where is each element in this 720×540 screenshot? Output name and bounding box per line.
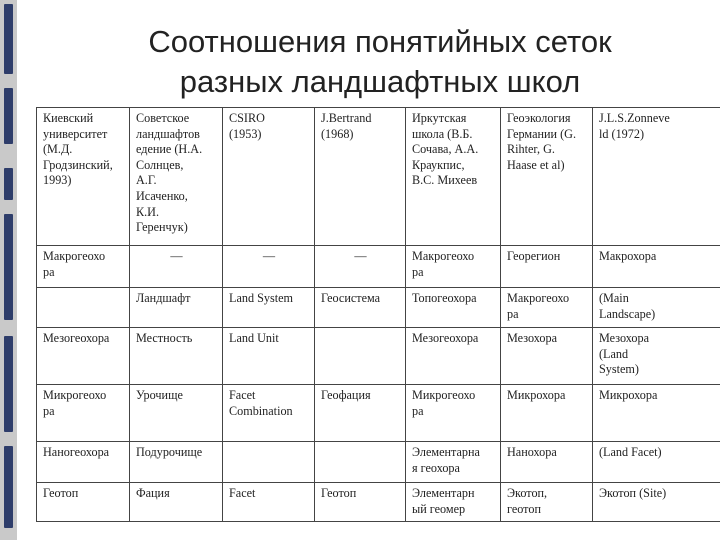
table-cell: Микрохора [501,385,593,442]
table-cell: Микрогеохо ра [406,385,501,442]
table-cell: Подурочище [130,442,223,483]
table-cell: Facet [223,483,315,522]
table-cell: Макрогеохо ра [37,246,130,288]
header-cell: Киевский университет (М.Д. Гродзинский, 1993) [37,108,130,246]
table-row [37,328,720,385]
table-cell: Макрогеохо ра [406,246,501,288]
table-cell: Топогеохора [406,288,501,328]
table-cell: Геофация [315,385,406,442]
table-cell: Land System [223,288,315,328]
table-cell: Георегион [501,246,593,288]
table-cell: Мезогеохора [37,328,130,385]
table-cell: (Main Landscape) [593,288,720,328]
header-cell: CSIRO (1953) [223,108,315,246]
comparison-table [36,107,720,522]
title-line-1: Соотношения понятийных сеток [148,24,612,59]
table-row [37,442,720,483]
bar-tab [4,214,13,320]
table-row [37,385,720,442]
table-row [37,288,720,328]
table-cell: Местность [130,328,223,385]
table-cell: Мезохора [501,328,593,385]
title-line-2: разных ландшафтных школ [179,64,581,99]
table-cell: Микрогеохо ра [37,385,130,442]
table-cell: Геосистема [315,288,406,328]
header-cell: Иркутская школа (В.Б. Сочава, А.А. Краукпис, В.С. Михеев [406,108,501,246]
header-cell: J.L.S.Zonneve ld (1972) [593,108,720,246]
table-cell: Фация [130,483,223,522]
table-cell: Экотоп, геотоп [501,483,593,522]
header-cell: J.Bertrand (1968) [315,108,406,246]
table-cell: — [223,246,315,288]
table-cell: Мезогеохора [406,328,501,385]
table-cell [223,442,315,483]
table-cell: Ландшафт [130,288,223,328]
table-cell: Элементарна я геохора [406,442,501,483]
header-cell: Советское ландшафтов едение (Н.А. Солнцев, А.Г. Исаченко, К.И. Геренчук) [130,108,223,246]
table-cell: Микрохора [593,385,720,442]
table-cell: — [130,246,223,288]
table-row [37,246,720,288]
table-cell: Экотоп (Site) [593,483,720,522]
table-cell: Мезохора (Land System) [593,328,720,385]
table-cell: (Land Facet) [593,442,720,483]
table-cell: Land Unit [223,328,315,385]
table-cell [315,442,406,483]
left-decorative-bar [0,0,17,540]
table-cell: — [315,246,406,288]
table-cell [37,288,130,328]
table-cell: Facet Combination [223,385,315,442]
bar-tab [4,4,13,74]
bar-tab [4,336,13,432]
table-cell: Наногеохора [37,442,130,483]
table-cell: Макрогеохо ра [501,288,593,328]
table-cell [315,328,406,385]
bar-tab [4,446,13,528]
header-cell: Геоэкология Германии (G. Rihter, G. Haase et al) [501,108,593,246]
table-cell: Урочище [130,385,223,442]
table-row [37,483,720,522]
bar-tab [4,168,13,200]
table-cell: Нанохора [501,442,593,483]
table-cell: Макрохора [593,246,720,288]
table-header-row [37,108,720,246]
table-cell: Элементарн ый геомер [406,483,501,522]
table-cell: Геотоп [37,483,130,522]
bar-tab [4,88,13,144]
table-cell: Геотоп [315,483,406,522]
slide-title [40,22,720,102]
